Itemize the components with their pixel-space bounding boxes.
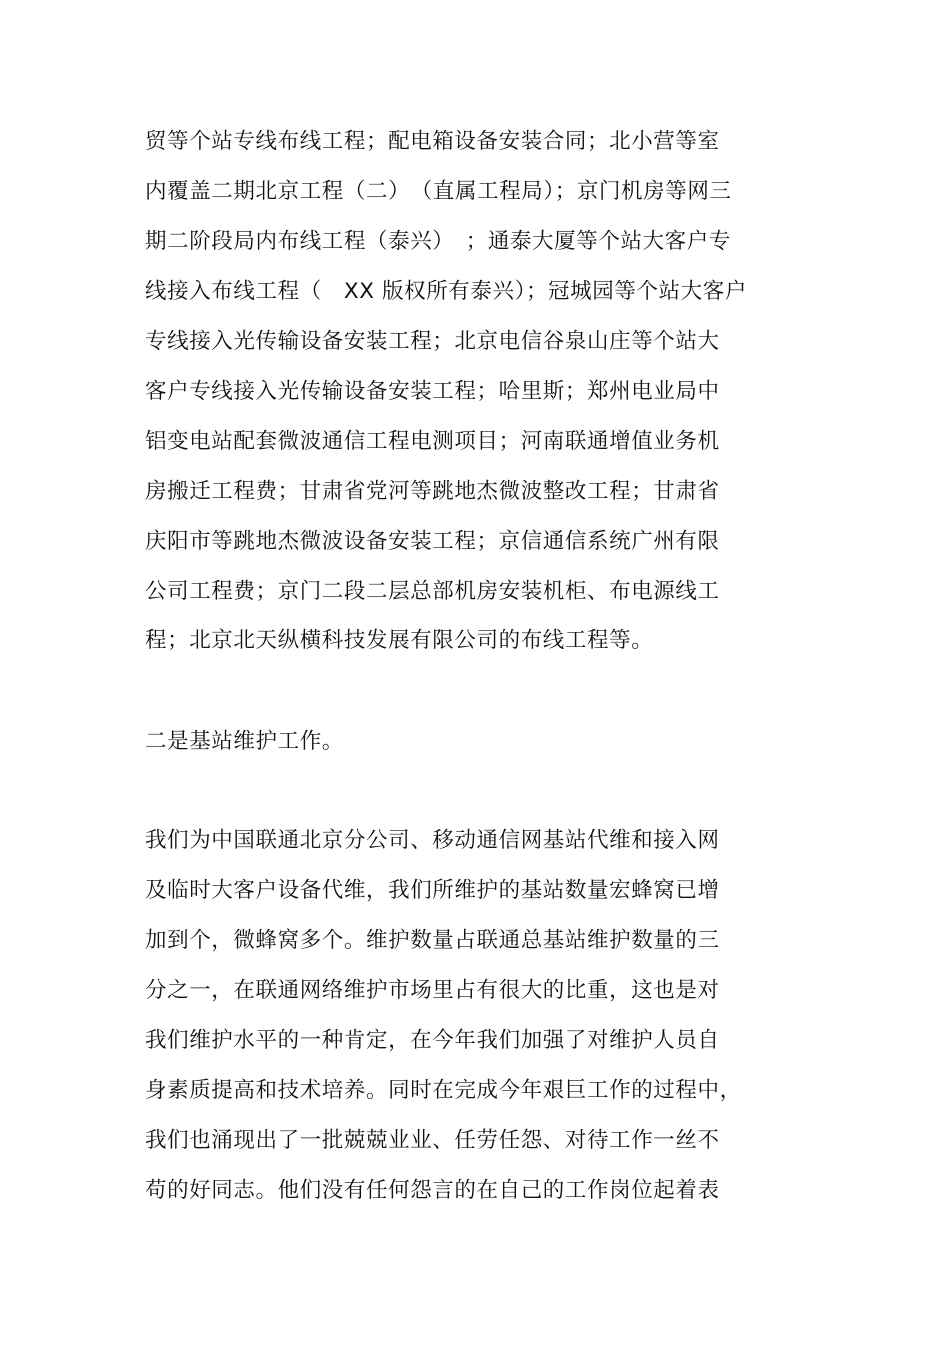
section-heading: 二是基站维护工作。 (145, 729, 344, 754)
paragraph-2-line: 我们维护水平的一种肯定，在今年我们加强了对维护人员自 (145, 1028, 720, 1053)
paragraph-1-line: 线接入布线工程（ XX 版权所有泰兴）；冠城园等个站大客户 (145, 279, 747, 304)
paragraph-2-line: 加到个，微蜂窝多个。维护数量占联通总基站维护数量的三 (145, 928, 720, 953)
paragraph-1-line: 内覆盖二期北京工程（二） （直属工程局）；京门机房等网三 (145, 179, 732, 204)
paragraph-1-line: 铝变电站配套微波通信工程电测项目；河南联通增值业务机 (145, 429, 720, 454)
paragraph-2-line: 我们为中国联通北京分公司、移动通信网基站代维和接入网 (145, 828, 720, 853)
paragraph-2-line: 我们也涌现出了一批兢兢业业、任劳任怨、对待工作一丝不 (145, 1128, 720, 1153)
paragraph-1-line: 专线接入光传输设备安装工程；北京电信谷泉山庄等个站大 (145, 329, 720, 354)
paragraph-1-line: 贸等个站专线布线工程；配电箱设备安装合同；北小营等室 (145, 129, 720, 154)
paragraph-1-line: 客户专线接入光传输设备安装工程；哈里斯；郑州电业局中 (145, 379, 720, 404)
paragraph-1-line: 公司工程费；京门二段二层总部机房安装机柜、布电源线工 (145, 579, 720, 604)
paragraph-2-line: 身素质提高和技术培养。同时在完成今年艰巨工作的过程中， (145, 1078, 742, 1103)
paragraph-1-line: 房搬迁工程费；甘肃省党河等跳地杰微波整改工程；甘肃省 (145, 479, 720, 504)
paragraph-1-line: 期二阶段局内布线工程（泰兴） ；通泰大厦等个站大客户专 (145, 229, 731, 254)
paragraph-2-line: 苟的好同志。他们没有任何怨言的在自己的工作岗位起着表 (145, 1178, 720, 1203)
paragraph-2-line: 分之一，在联通网络维护市场里占有很大的比重，这也是对 (145, 978, 720, 1003)
paragraph-1-line: 庆阳市等跳地杰微波设备安装工程；京信通信系统广州有限 (145, 529, 720, 554)
paragraph-1-line: 程；北京北天纵横科技发展有限公司的布线工程等。 (145, 628, 654, 653)
paragraph-2-line: 及临时大客户设备代维，我们所维护的基站数量宏蜂窝已增 (145, 878, 720, 903)
